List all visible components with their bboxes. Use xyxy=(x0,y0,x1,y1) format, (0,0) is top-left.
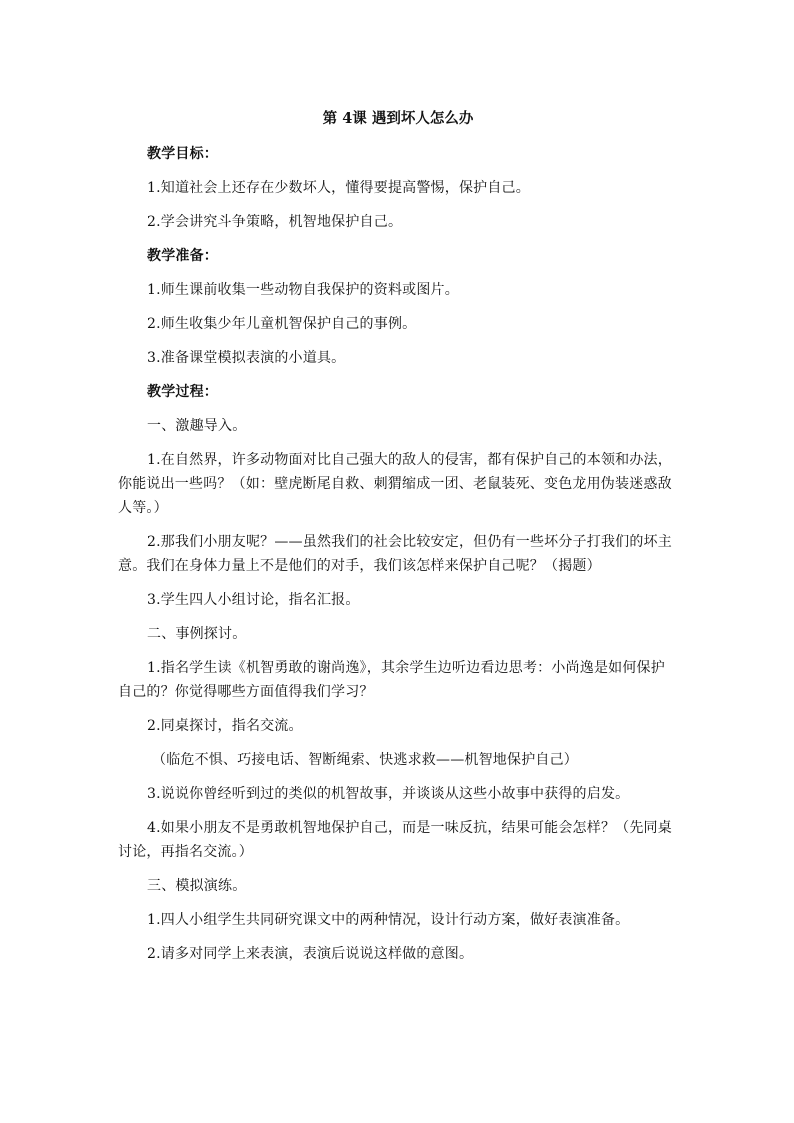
process-item: 2.请多对同学上来表演，表演后说说这样做的意图。 xyxy=(147,946,474,962)
process-item: 2.那我们小朋友呢？——虽然我们的社会比较安定，但仍有一些坏分子打我们的坏主意。我们在身体力量上不是他们的对手，我们该怎样来保护自己呢？（揭题） xyxy=(118,534,672,574)
process-item: 3.学生四人小组讨论，指名汇报。 xyxy=(147,592,360,608)
process-item: 3.说说你曾经听到过的类似的机智故事，并谈谈从这些小故事中获得的启发。 xyxy=(147,786,630,802)
process-item: 1.在自然界，许多动物面对比自己强大的敌人的侵害，都有保护自己的本领和办法，你能说出一些吗？（如：壁虎断尾自救、刺猬缩成一团、老鼠装死、变色龙用伪装迷惑敌人等。） xyxy=(118,452,672,516)
objectives-heading: 教学目标： xyxy=(147,146,218,162)
section-heading: 三、模拟演练。 xyxy=(147,878,247,894)
section-heading: 二、事例探讨。 xyxy=(147,626,247,642)
preparation-item: 1.师生课前收集一些动物自我保护的资料或图片。 xyxy=(147,282,459,298)
page-title: 第 4课 遇到坏人怎么办 xyxy=(322,110,474,127)
preparation-heading: 教学准备： xyxy=(147,248,218,264)
section-heading: 一、激趣导入。 xyxy=(147,418,247,434)
process-item: 4.如果小朋友不是勇敢机智地保护自己，而是一味反抗，结果可能会怎样？（先同桌讨论，再指名交流。） xyxy=(118,820,672,860)
process-note: （临危不惧、巧接电话、智断绳索、快逃求救——机智地保护自己） xyxy=(152,752,578,768)
preparation-item: 2.师生收集少年儿童机智保护自己的事例。 xyxy=(147,316,417,332)
process-item: 2.同桌探讨，指名交流。 xyxy=(147,718,303,734)
preparation-item: 3.准备课堂模拟表演的小道具。 xyxy=(147,350,346,366)
objective-item: 1.知道社会上还存在少数坏人，懂得要提高警惕，保护自己。 xyxy=(147,180,530,196)
objective-item: 2.学会讲究斗争策略，机智地保护自己。 xyxy=(147,214,403,230)
process-item: 1.四人小组学生共同研究课文中的两种情况，设计行动方案，做好表演准备。 xyxy=(147,912,630,928)
document-body xyxy=(118,106,678,976)
process-heading: 教学过程： xyxy=(147,384,218,400)
process-item: 1.指名学生读《机智勇敢的谢尚逸》，其余学生边听边看边思考：小尚逸是如何保护自己的？你觉得哪些方面值得我们学习？ xyxy=(118,660,665,700)
